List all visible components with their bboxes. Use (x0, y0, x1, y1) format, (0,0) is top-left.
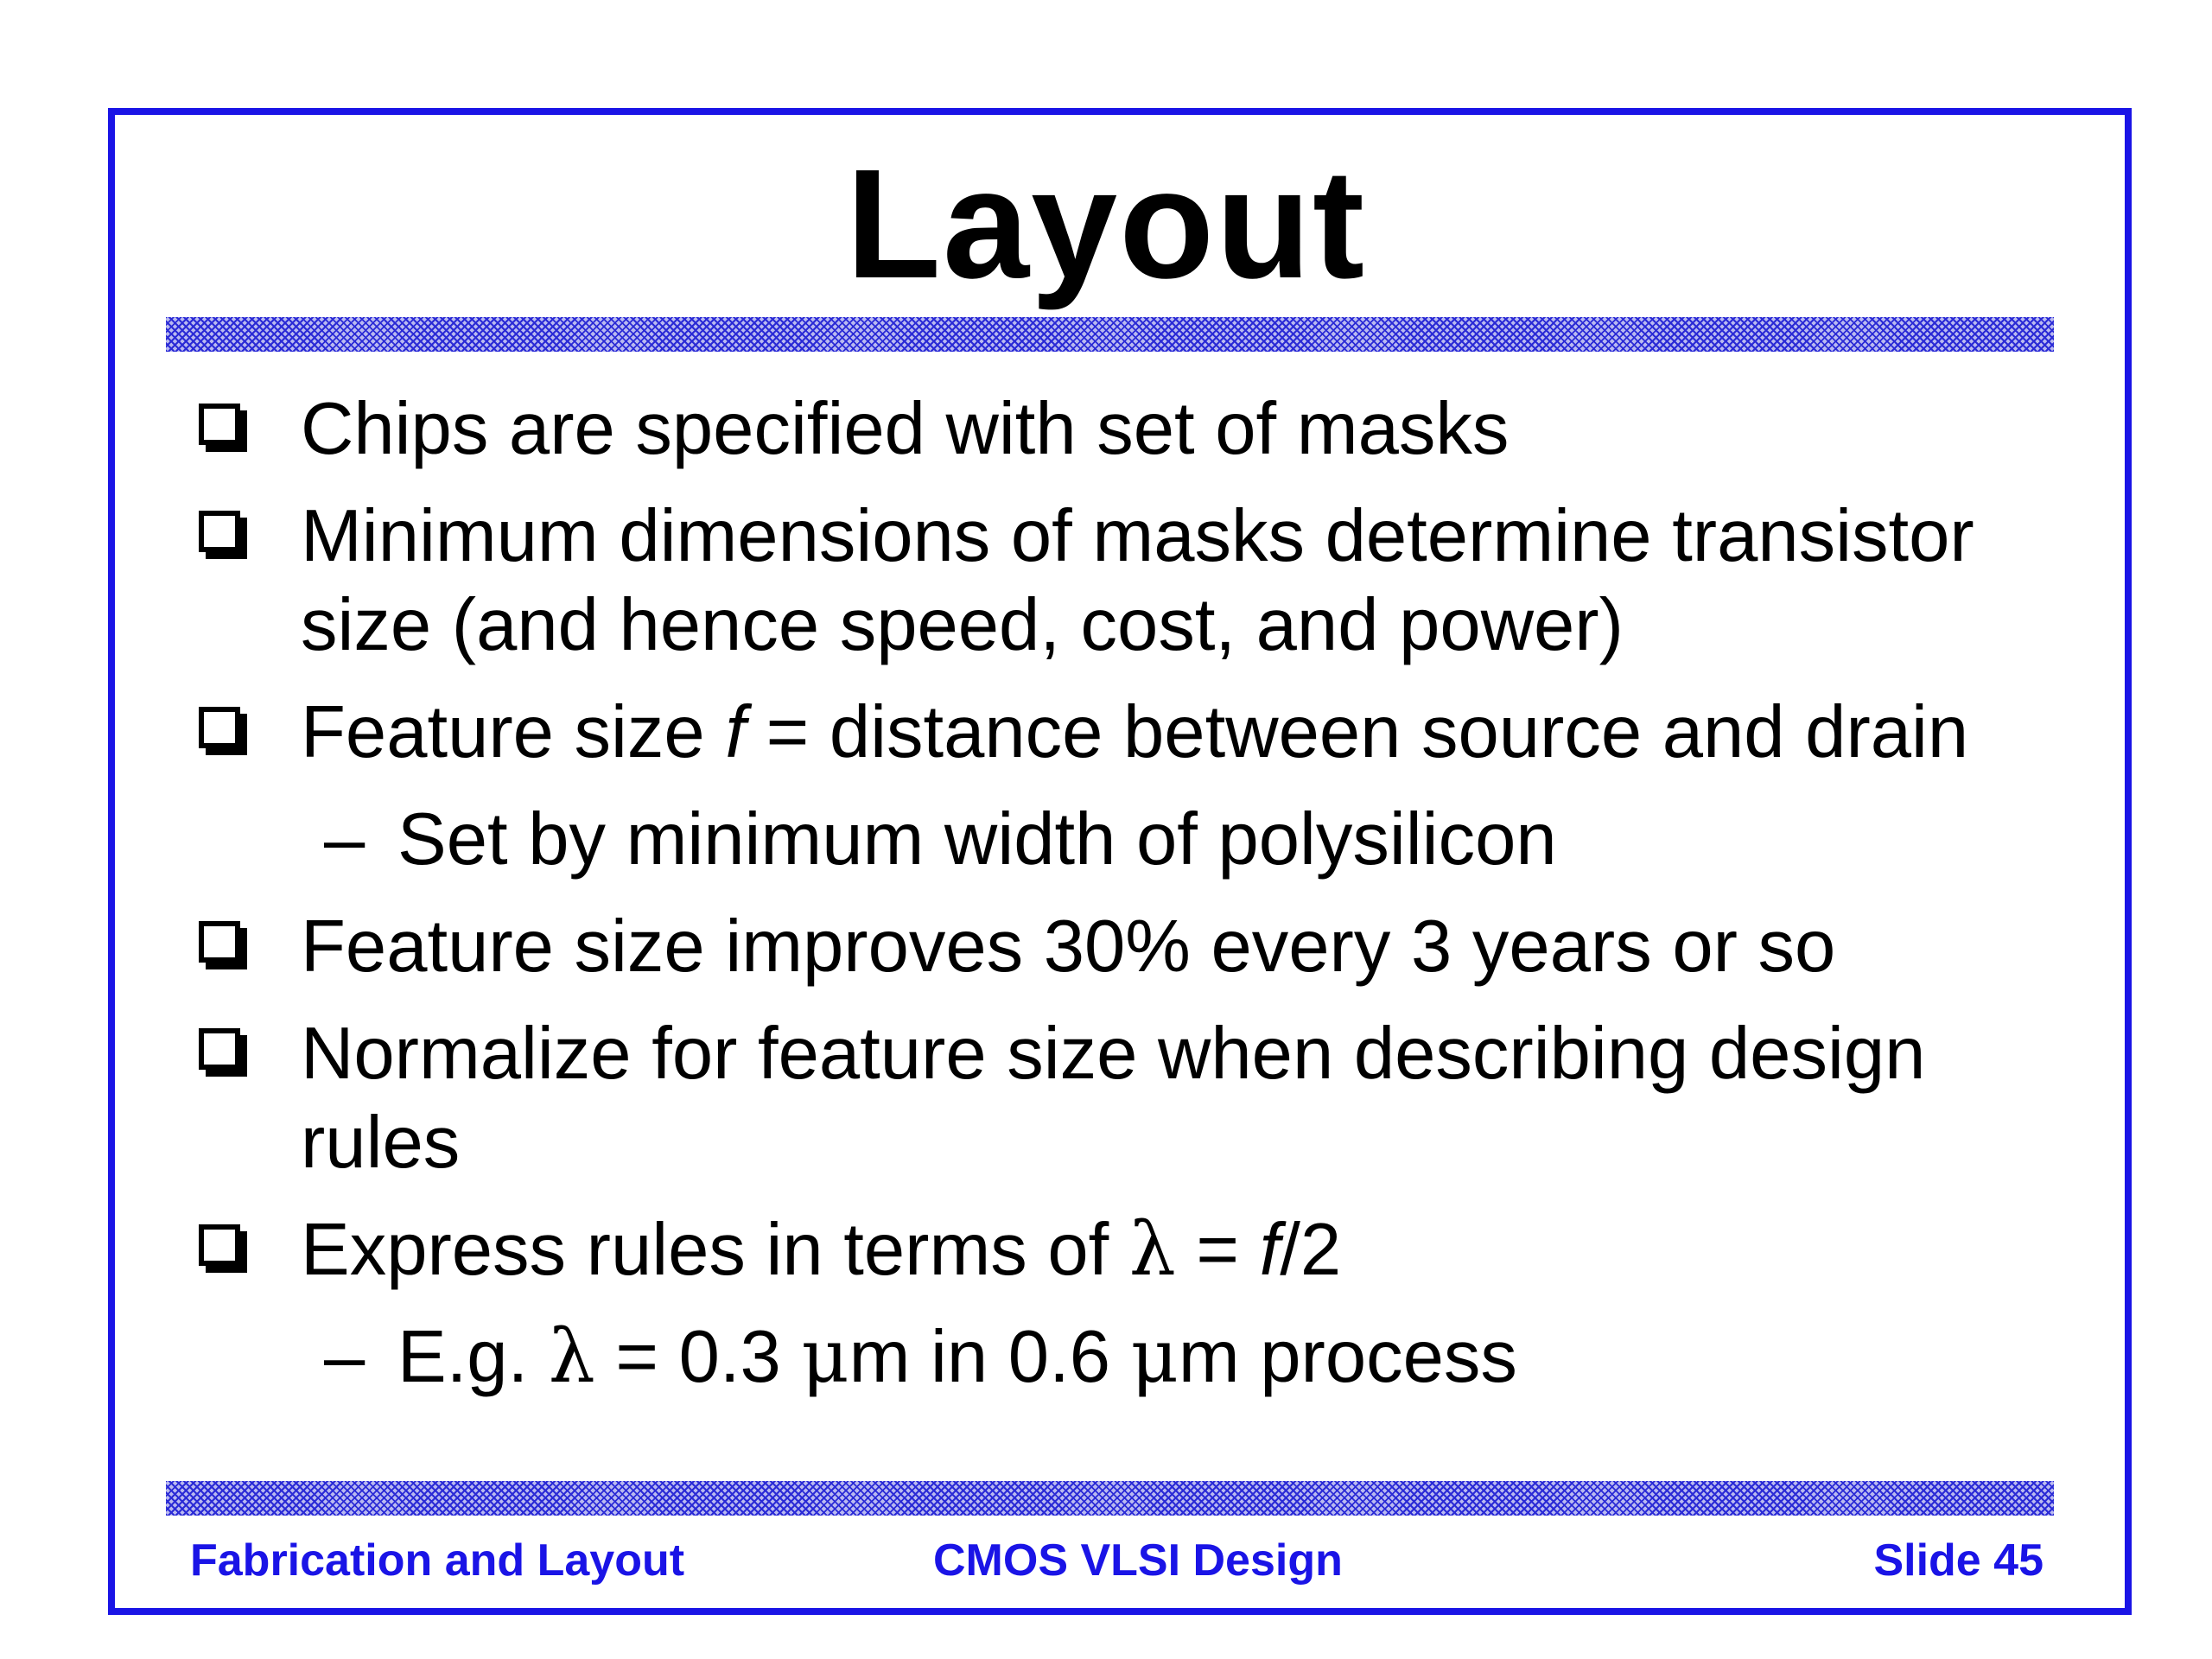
sub-bullet-text-part: m in 0.6 (849, 1316, 1131, 1398)
lambda-symbol: λ (548, 1314, 595, 1400)
lambda-symbol: λ (1128, 1207, 1176, 1293)
sub-bullet-text: Set by minimum width of polysilicon (397, 798, 1557, 880)
sub-bullet-text-part: E.g. (397, 1316, 549, 1398)
bullet-item (190, 688, 2074, 777)
bullet-text: Chips are specified with set of masks (301, 388, 1510, 470)
bullet-text-part: /2 (1280, 1209, 1342, 1291)
micro-symbol: μ (1130, 1314, 1179, 1400)
sub-bullet-text-part: m process (1178, 1316, 1517, 1398)
bullet-text-part: Feature size (301, 691, 726, 773)
footer-course-title: CMOS VLSI Design (933, 1535, 1343, 1586)
footer-section-title: Fabrication and Layout (190, 1535, 685, 1586)
micro-symbol: μ (801, 1314, 849, 1400)
bullet-text: Feature size improves 30% every 3 years or so (301, 906, 1836, 988)
checkbox-bullet-icon (199, 1224, 240, 1266)
footer-slide-number: Slide 45 (1873, 1535, 2044, 1586)
checkbox-bullet-icon (199, 511, 240, 552)
checkbox-bullet-icon (199, 921, 240, 963)
variable-f: f (1259, 1209, 1281, 1291)
bullet-item (190, 902, 2074, 991)
slide-body (190, 385, 2074, 1420)
checkbox-bullet-icon (199, 1028, 240, 1070)
variable-f: f (725, 691, 746, 773)
sub-bullet-item (190, 795, 2074, 884)
dash-bullet-icon: – (324, 798, 365, 880)
bullet-item (190, 1205, 2074, 1294)
title-divider-bar (166, 317, 2054, 352)
bullet-text: Minimum dimensions of masks determine transistor size (and hence speed, cost, and power) (301, 495, 1974, 666)
checkbox-bullet-icon (199, 404, 240, 445)
sub-bullet-text-part: = 0.3 (594, 1316, 802, 1398)
bullet-item (190, 492, 2074, 670)
bullet-text: Normalize for feature size when describing design rules (301, 1013, 1926, 1184)
bullet-item (190, 385, 2074, 474)
bullet-text-part: = (1175, 1209, 1260, 1291)
bullet-text-part: Express rules in terms of (301, 1209, 1129, 1291)
dash-bullet-icon: – (324, 1316, 365, 1398)
footer-divider-bar (166, 1481, 2054, 1516)
bullet-text-part: = distance between source and drain (745, 691, 1969, 773)
slide-title: Layout (845, 137, 1366, 311)
bullet-item (190, 1009, 2074, 1187)
checkbox-bullet-icon (199, 707, 240, 748)
sub-bullet-item (190, 1313, 2074, 1402)
